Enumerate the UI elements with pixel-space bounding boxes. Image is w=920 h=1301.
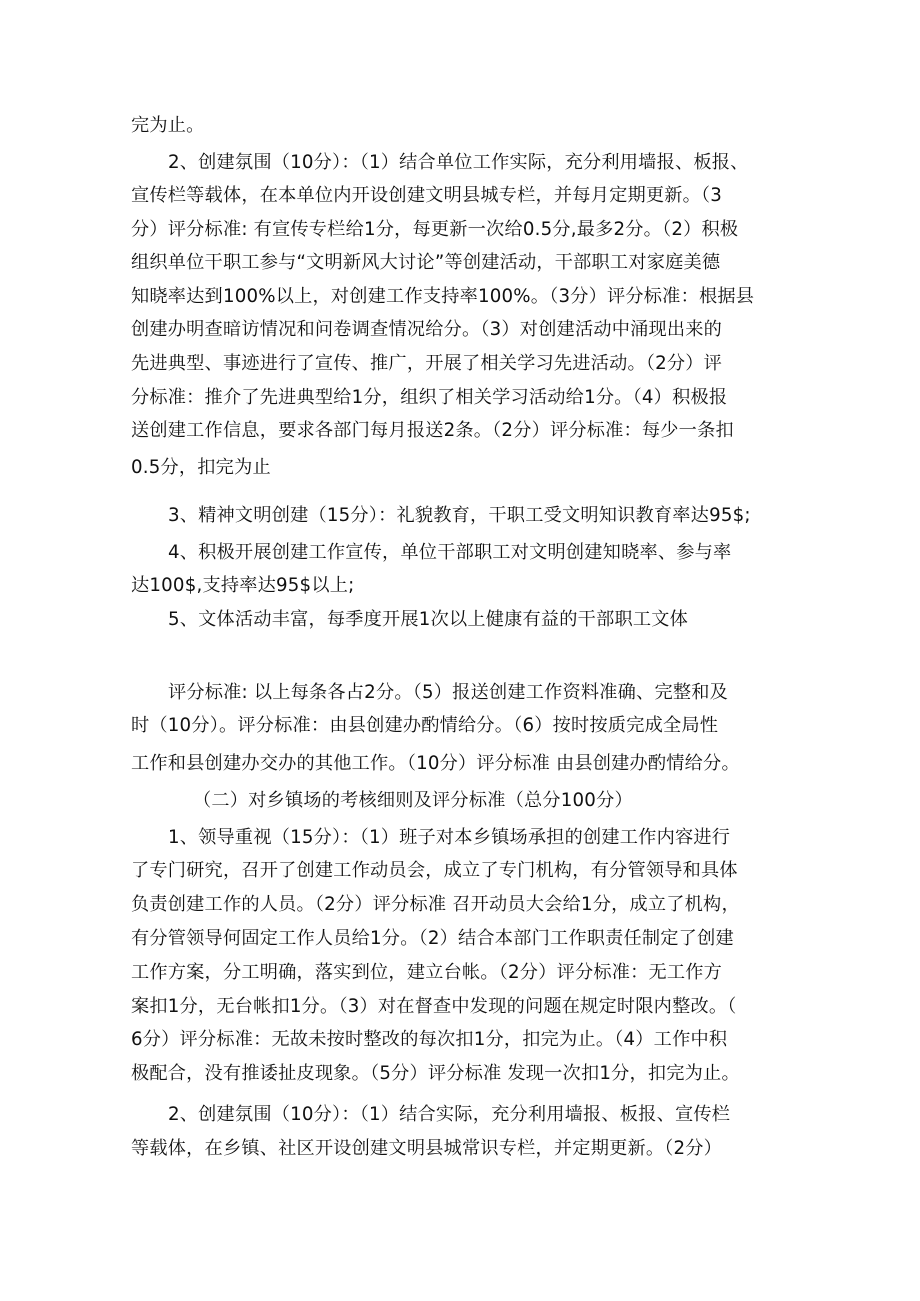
text-line: 等载体，在乡镇、社区开设创建文明县城常识专栏，并定期更新。（2分） bbox=[131, 1138, 723, 1159]
text-line: 达100$,支持率达95$以上; bbox=[131, 575, 355, 596]
text-line: 5、文体活动丰富，每季度开展1次以上健康有益的干部职工文体 bbox=[168, 609, 689, 630]
text-line: 2、创建氛围（10分）：（1）结合实际，充分利用墙报、板报、宣传栏 bbox=[168, 1104, 731, 1125]
text-line: 宣传栏等载体，在本单位内开设创建文明县城专栏，并每月定期更新。（3 bbox=[131, 185, 723, 206]
text-line: 0.5分，扣完为止 bbox=[131, 457, 271, 478]
text-line: 评分标准: 以上每条各占2分。（5）报送创建工作资料准确、完整和及 bbox=[168, 682, 728, 703]
text-line: 了专门研究，召开了创建工作动员会，成立了专门机构，有分管领导和具体 bbox=[131, 860, 738, 881]
text-line: 有分管领导何固定工作人员给1分。（2）结合本部门工作职责任制定了创建 bbox=[131, 928, 734, 949]
text-line: 时（10分）。评分标准：由县创建办酌情给分。（6）按时按质完成全局性 bbox=[131, 715, 719, 736]
text-line: 极配合，没有推诿扯皮现象。（5分）评分标准 发现一次扣1分，扣完为止。 bbox=[131, 1063, 740, 1084]
text-line: 先进典型、事迹进行了宣传、推广，开展了相关学习先进活动。（2分）评 bbox=[131, 353, 723, 374]
text-line: 负责创建工作的人员。（2分）评分标准 召开动员大会给1分，成立了机构， bbox=[131, 894, 740, 915]
text-line: 1、领导重视（15分）：（1）班子对本乡镇场承担的创建工作内容进行 bbox=[168, 827, 731, 848]
text-line: 送创建工作信息，要求各部门每月报送2条。（2分）评分标准：每少一条扣 bbox=[131, 420, 734, 441]
text-line: 创建办明查暗访情况和问卷调查情况给分。（3）对创建活动中涌现出来的 bbox=[131, 319, 723, 340]
text-line: 工作方案，分工明确，落实到位，建立台帐。（2分）评分标准：无工作方 bbox=[131, 962, 723, 983]
text-line: 3、精神文明创建（15分）：礼貌教育，干职工受文明知识教育率达95$; bbox=[168, 505, 751, 526]
section-heading: （二）对乡镇场的考核细则及评分标准（总分100分） bbox=[193, 790, 633, 811]
text-line: 2、创建氛围（10分）：（1）结合单位工作实际，充分利用墙报、板报、 bbox=[168, 152, 749, 173]
text-line: 组织单位干职工参与“文明新风大讨论”等创建活动，干部职工对家庭美德 bbox=[131, 252, 721, 273]
text-line: 4、积极开展创建工作宣传，单位干部职工对文明创建知晓率、参与率 bbox=[168, 542, 732, 563]
text-line: 工作和县创建办交办的其他工作。（10分）评分标准 由县创建办酌情给分。 bbox=[131, 753, 740, 774]
text-line: 知晓率达到100%以上，对创建工作支持率100%。（3分）评分标准：根据县 bbox=[131, 286, 755, 307]
text-line: 案扣1分，无台帐扣1分。（3）对在督查中发现的问题在规定时限内整改。（ bbox=[131, 996, 737, 1017]
text-line: 6分）评分标准：无故未按时整改的每次扣1分，扣完为止。（4）工作中积 bbox=[131, 1029, 728, 1050]
text-line: 完为止。 bbox=[131, 115, 205, 136]
text-line: 分标准：推介了先进典型给1分，组织了相关学习活动给1分。（4）积极报 bbox=[131, 387, 728, 408]
text-line: 分）评分标准: 有宣传专栏给1分，每更新一次给0.5分,最多2分。（2）积极 bbox=[131, 219, 739, 240]
